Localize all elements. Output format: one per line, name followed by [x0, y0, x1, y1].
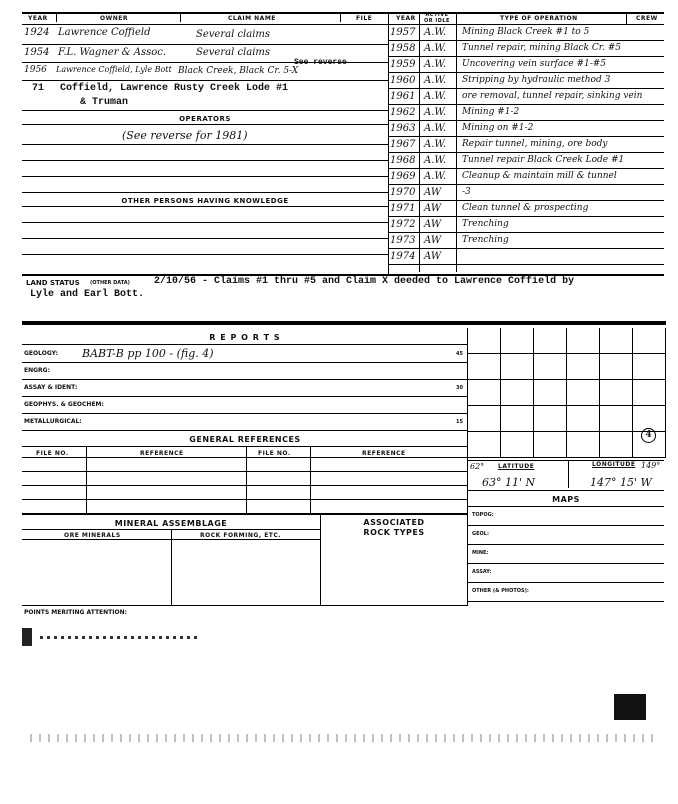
activity-row-type: Uncovering vein surface #1-#5 [462, 59, 607, 69]
activity-row-year: 1961 [390, 91, 416, 102]
map-label: TOPOG: [472, 512, 494, 518]
activity-row-type: Stripping by hydraulic method 3 [462, 75, 611, 85]
map-label: GEOL: [472, 531, 489, 537]
grid-cell [501, 380, 534, 406]
activity-row-year: 1967 [390, 139, 416, 150]
row-rule [22, 192, 388, 193]
row-rule [22, 362, 468, 363]
report-num: 30 [456, 385, 463, 391]
activity-row-type: Mining #1-2 [462, 107, 520, 117]
col-divider [246, 446, 247, 514]
grid-cell [567, 354, 600, 380]
row-rule [388, 88, 664, 89]
grid-cell [534, 354, 567, 380]
activity-row-status: AW [424, 187, 442, 198]
row-rule [468, 563, 664, 564]
activity-row-year: 1972 [390, 219, 416, 230]
map-label: ASSAY: [472, 569, 492, 575]
col-divider [456, 12, 457, 24]
row-rule [22, 471, 468, 472]
operators-entry: (See reverse for 1981) [122, 129, 248, 142]
grid-cell [468, 432, 501, 458]
general-references-title: GENERAL REFERENCES [189, 435, 301, 444]
report-num: 45 [456, 351, 463, 357]
row-rule [468, 490, 664, 491]
row-rule [22, 485, 468, 486]
row-rule [22, 446, 468, 447]
activity-row-status: AW [424, 219, 442, 230]
grid-cell [534, 432, 567, 458]
col-header-claim-name: CLAIM NAME [228, 15, 276, 22]
row-rule [388, 56, 664, 57]
row-rule [22, 62, 388, 63]
claim-row-claim: Black Creek, Black Cr. 5-X [178, 66, 299, 76]
activity-row-type: -3 [462, 187, 471, 197]
report-label: GEOLOGY: [24, 350, 58, 357]
scan-artifact [22, 628, 32, 646]
row-rule [22, 44, 388, 45]
row-rule [22, 144, 388, 145]
row-rule [388, 120, 664, 121]
activity-row-year: 1973 [390, 235, 416, 246]
grid-cell [633, 380, 666, 406]
reports-title: R E P O R T S [209, 333, 281, 342]
claim-row-year: 1954 [24, 47, 50, 58]
land-status-label: LAND STATUS [26, 279, 80, 287]
row-rule [388, 232, 664, 233]
grid-cell [633, 354, 666, 380]
activity-row-year: 1958 [390, 43, 416, 54]
col-divider [626, 12, 627, 24]
col-divider [419, 24, 420, 272]
row-rule [388, 200, 664, 201]
other-persons-title: OTHER PERSONS HAVING KNOWLEDGE [121, 197, 289, 205]
report-label: METALLURGICAL: [24, 418, 82, 425]
activity-row-type: Tunnel repair, mining Black Cr. #5 [462, 43, 622, 53]
activity-row-type: Tunnel repair Black Creek Lode #1 [462, 155, 625, 165]
activity-row-status: A.W. [424, 139, 447, 150]
activity-row-type: Clean tunnel & prospecting [462, 203, 589, 213]
grid-cell [534, 406, 567, 432]
claim-row-claim: Several claims [196, 29, 271, 40]
activity-row-year: 1960 [390, 75, 416, 86]
col-divider [310, 446, 311, 514]
row-rule [22, 413, 468, 414]
ref-header-reference-1: REFERENCE [140, 450, 184, 457]
rock-forming-header: ROCK FORMING, ETC. [200, 532, 282, 539]
scan-artifact [30, 734, 660, 742]
row-rule [22, 396, 468, 397]
map-label: OTHER (& PHOTOS): [472, 588, 529, 594]
latitude-value: 63° 11' N [482, 476, 536, 489]
grid-cell [600, 328, 633, 354]
row-rule [22, 605, 468, 606]
row-rule [468, 544, 664, 545]
col-divider [180, 12, 181, 22]
activity-row-status: A.W. [424, 59, 447, 70]
grid-cell [633, 328, 666, 354]
activity-row-status: AW [424, 235, 442, 246]
lon-suffix: 149° [641, 461, 661, 470]
grid-cell [600, 354, 633, 380]
grid-cell [600, 380, 633, 406]
activity-row-year: 1969 [390, 171, 416, 182]
col-divider [171, 529, 172, 606]
row-rule [22, 238, 388, 239]
col-divider [56, 12, 57, 22]
row-rule [468, 582, 664, 583]
ref-header-reference-2: REFERENCE [362, 450, 406, 457]
activity-row-type: Repair tunnel, mining, ore body [462, 139, 608, 149]
row-rule [388, 104, 664, 105]
grid-cell [567, 406, 600, 432]
grid-cell [501, 406, 534, 432]
row-rule [22, 379, 468, 380]
row-rule [388, 248, 664, 249]
map-label: MINE: [472, 550, 489, 556]
activity-row-type: Mining Black Creek #1 to 5 [462, 27, 590, 37]
activity-row-status: A.W. [424, 171, 447, 182]
grid-cell [534, 328, 567, 354]
report-label: GEOPHYS. & GEOCHEM: [24, 401, 104, 408]
activity-row-year: 1970 [390, 187, 416, 198]
claim-row-owner: Lawrence Coffield, Lyle Bott [56, 65, 172, 74]
row-rule [22, 124, 388, 125]
activity-row-type: Cleanup & maintain mill & tunnel [462, 171, 617, 181]
grid-cell [534, 380, 567, 406]
row-rule [388, 40, 664, 41]
row-rule [388, 264, 664, 265]
row-rule [388, 216, 664, 217]
grid-cell [600, 406, 633, 432]
report-label: ASSAY & IDENT: [24, 384, 78, 391]
col-header-year: YEAR [28, 15, 48, 22]
row-rule [22, 222, 388, 223]
reports-top-rule [22, 321, 666, 325]
activity-row-status: A.W. [424, 123, 447, 134]
grid-cell [600, 432, 633, 458]
row-rule [468, 601, 664, 602]
longitude-value: 147° 15' W [590, 476, 652, 489]
ref-header-file-1: FILE NO. [36, 450, 69, 457]
row-rule [22, 254, 388, 255]
longitude-label: LONGITUDE [592, 461, 636, 468]
row-rule [388, 72, 664, 73]
col-divider [568, 460, 569, 488]
land-status-text-2: Lyle and Earl Bott. [30, 289, 145, 300]
col-header-file: FILE [356, 15, 373, 22]
row-rule [22, 499, 468, 500]
assoc-rock-title-1: ASSOCIATED [363, 518, 425, 527]
grid-cell [468, 354, 501, 380]
activity-row-type: Trenching [462, 235, 509, 245]
grid-cell [501, 354, 534, 380]
activity-row-year: 1963 [390, 123, 416, 134]
maps-title: MAPS [552, 495, 580, 504]
assoc-rock-title-2: ROCK TYPES [363, 528, 425, 537]
activity-row-year: 1957 [390, 27, 416, 38]
grid-cell [567, 432, 600, 458]
claim-row-year: 1956 [24, 65, 47, 75]
claim-row-year: 71 [32, 83, 45, 94]
top-border [22, 12, 664, 14]
operators-title: OPERATORS [179, 115, 231, 123]
activity-row-status: A.W. [424, 155, 447, 166]
activity-row-year: 1968 [390, 155, 416, 166]
activity-row-status: AW [424, 251, 442, 262]
activity-row-status: A.W. [424, 107, 447, 118]
header-rule [388, 24, 664, 25]
scan-artifact [40, 636, 200, 639]
row-rule [22, 344, 468, 345]
activity-row-year: 1962 [390, 107, 416, 118]
col-divider [456, 24, 457, 272]
report-label: ENGRG: [24, 367, 50, 374]
circle-number: 4 [641, 428, 656, 443]
grid-cell [468, 328, 501, 354]
report-value: BABT-B pp 100 - (fig. 4) [82, 347, 214, 360]
mineral-title: MINERAL ASSEMBLAGE [114, 519, 228, 528]
report-num: 15 [456, 419, 463, 425]
row-rule [22, 514, 468, 515]
row-rule [22, 457, 468, 458]
activity-row-year: 1971 [390, 203, 416, 214]
col-divider [419, 12, 420, 24]
row-rule [388, 184, 664, 185]
row-rule [22, 176, 388, 177]
row-rule [388, 152, 664, 153]
grid-cell [468, 406, 501, 432]
activity-header-type: TYPE OF OPERATION [500, 15, 578, 22]
scan-artifact [614, 694, 646, 720]
activity-row-type: Mining on #1-2 [462, 123, 534, 133]
col-divider [320, 514, 321, 606]
lat-prefix: 62° [470, 462, 485, 471]
row-rule [388, 168, 664, 169]
grid-cell [468, 380, 501, 406]
row-rule [468, 506, 664, 507]
claim-row-claim: Several claims [196, 47, 271, 58]
land-status-text: 2/10/56 - Claims #1 thru #5 and Claim X deeded to Lawrence Coffield by [154, 276, 575, 287]
latitude-label: LATITUDE [498, 463, 535, 470]
claim-row-owner: F.L. Wagner & Assoc. [58, 47, 167, 58]
activity-row-year: 1959 [390, 59, 416, 70]
row-rule [388, 136, 664, 137]
row-rule [22, 430, 468, 431]
claim-row-year: 1924 [24, 27, 50, 38]
activity-row-status: A.W. [424, 91, 447, 102]
col-header-owner: OWNER [100, 15, 128, 22]
activity-row-status: A.W. [424, 43, 447, 54]
grid-cell [567, 380, 600, 406]
col-divider [86, 446, 87, 514]
row-rule [468, 525, 664, 526]
section-divider [388, 12, 389, 274]
ore-minerals-header: ORE MINERALS [64, 532, 121, 539]
ref-header-file-2: FILE NO. [258, 450, 291, 457]
land-status-sublabel: (OTHER DATA) [90, 280, 130, 286]
activity-row-status: A.W. [424, 75, 447, 86]
activity-header-crew: CREW [636, 15, 658, 22]
activity-header-active: ACTIVE OR IDLE [424, 12, 450, 24]
activity-header-year: YEAR [396, 15, 416, 22]
grid-cell [501, 432, 534, 458]
activity-row-type: Trenching [462, 219, 509, 229]
claim-row-owner: Coffield, Lawrence Rusty Creek Lode #1 [60, 83, 289, 94]
col-divider [340, 12, 341, 22]
activity-row-status: A.W. [424, 27, 447, 38]
row-rule [22, 160, 388, 161]
grid-cell [567, 328, 600, 354]
row-rule [22, 80, 388, 81]
activity-row-status: AW [424, 203, 442, 214]
activity-row-year: 1974 [390, 251, 416, 262]
claim-row-owner: Lawrence Coffield [58, 27, 151, 38]
activity-row-type: ore removal, tunnel repair, sinking vein [462, 91, 643, 101]
grid-cell [501, 328, 534, 354]
points-meriting-label: POINTS MERITING ATTENTION: [24, 609, 128, 616]
claim-row-owner-cont: & Truman [80, 97, 129, 108]
header-rule [22, 24, 388, 25]
row-rule [22, 206, 388, 207]
row-rule [22, 110, 388, 111]
